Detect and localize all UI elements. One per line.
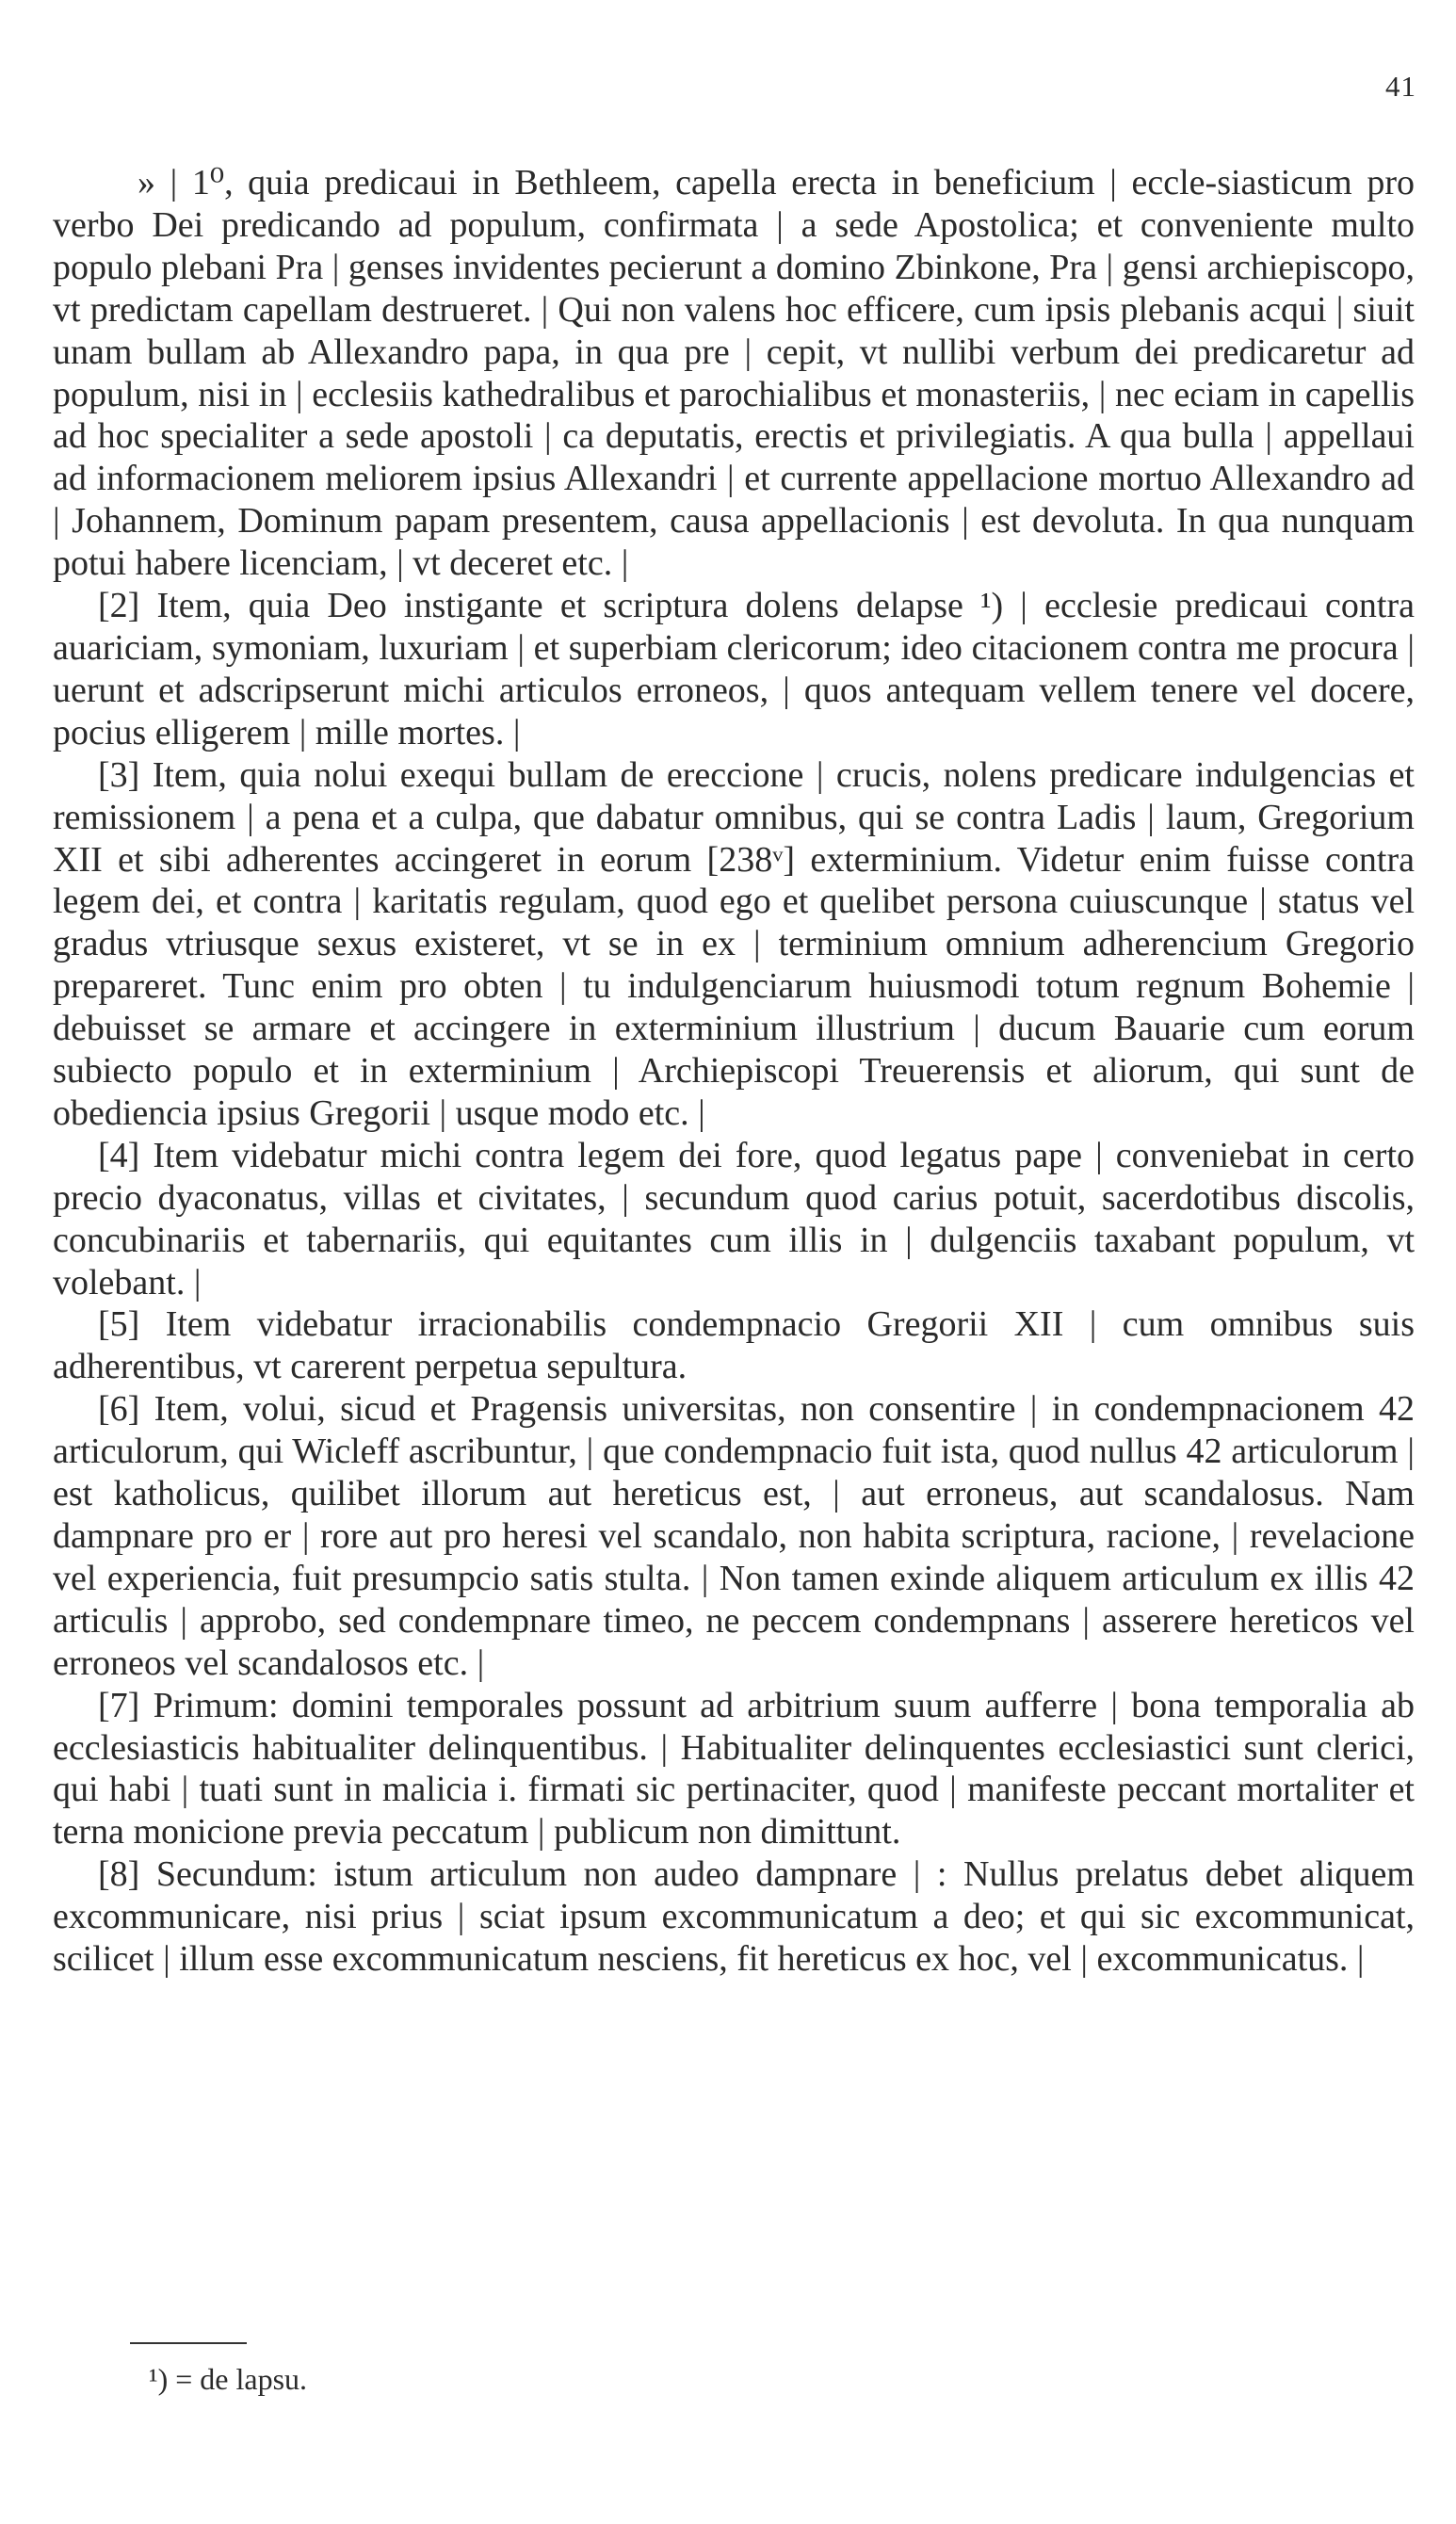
paragraph-2: [2] Item, quia Deo instigante et scriptura dolens delapse ¹) | ecclesie predicaui contra auariciam, symoniam, luxuriam | et superbiam clericorum; ideo citacionem contra me procura | uerunt et adscripserunt michi articulos erroneos, | quos antequam vellem tenere vel docere, pocius elligerem | mille mortes. | (53, 586, 1415, 752)
footnote: ¹) = de lapsu. (149, 2362, 308, 2396)
footnote-divider (130, 2342, 247, 2344)
page-number: 41 (1385, 70, 1416, 103)
paragraph-3: [3] Item, quia nolui exequi bullam de ereccione | crucis, nolens predicare indulgencias et remissionem | a pena et a culpa, que dabatur omnibus, qui se contra Ladis | laum, Gregorium XII et sibi adherentes accingeret in eorum [238ᵛ] exterminium. Videtur enim fuisse contra legem dei, et contra | karitatis regulam, quod ego et quelibet persona cuiuscunque | status vel gradus vtriusque sexus existeret, vt se in ex | terminium omnium adherencium Gregorio prepareret. Tunc enim pro obten | tu indulgenciarum huiusmodi totum regnum Bohemie | debuisset se armare et accingere in exterminium illustrium | ducum Bauarie cum eorum subiecto populo et in exterminium | Archiepiscopi Treuerensis et aliorum, qui sunt de obediencia ipsius Gregorii | usque modo etc. | (53, 754, 1415, 1133)
paragraph-4: [4] Item videbatur michi contra legem dei fore, quod legatus pape | conveniebat in certo precio dyaconatus, villas et civitates, | secundum quod carius potuit, sacerdotibus discolis, concubinariis et tabernariis, qui equitantes cum illis in | dulgenciis taxabant populum, vt volebant. | (53, 1135, 1415, 1302)
body-text (53, 162, 1415, 1981)
paragraph-5: [5] Item videbatur irracionabilis condempnacio Gregorii XII | cum omnibus suis adherentibus, vt carerent perpetua sepultura. (53, 1304, 1415, 1387)
paragraph-7: [7] Primum: domini temporales possunt ad arbitrium suum aufferre | bona temporalia ab ecclesiasticis habitualiter delinquentibus. | Habitualiter delinquentes ecclesiastici sunt clerici, qui habi | tuati sunt in malicia i. firmati sic pertinaciter, quod | manifeste peccant mortaliter et terna monicione previa peccatum | publicum non dimittunt. (53, 1685, 1415, 1853)
paragraph-6: [6] Item, volui, sicud et Pragensis universitas, non consentire | in condempnacionem 42 articulorum, qui Wicleff ascribuntur, | que condempnacio fuit ista, quod nullus 42 articulorum | est katholicus, quilibet illorum aut hereticus est, | aut erroneus, aut scandalosus. Nam dampnare pro er | rore aut pro heresi vel scandalo, non habita scriptura, racione, | revelacione vel experiencia, fuit presumpcio satis stulta. | Non tamen exinde aliquem articulum ex illis 42 articulis | approbo, sed condempnare timeo, ne peccem condempnans | asserere hereticos vel erroneos vel scandalosos etc. | (53, 1389, 1415, 1683)
paragraph-8: [8] Secundum: istum articulum non audeo dampnare | : Nullus prelatus debet aliquem excommunicare, nisi prius | sciat ipsum excommunicatum a deo; et qui sic excommunicat, scilicet | illum esse excommunicatum nesciens, fit hereticus ex hoc, vel | excommunicatus. | (53, 1854, 1415, 1980)
paragraph-1: » | 1⁰, quia predicaui in Bethleem, capella erecta in beneficium | eccle-siasticum pro verbo Dei predicando ad populum, confirmata | a sede Apostolica; et conveniente multo populo plebani Pra | genses invidentes pecierunt a domino Zbinkone, Pra | gensi archiepiscopo, vt predictam capellam destrueret. | Qui non valens hoc efficere, cum ipsis plebanis acqui | siuit unam bullam ab Allexandro papa, in qua pre | cepit, vt nullibi verbum dei predicaretur ad populum, nisi in | ecclesiis kathedralibus et parochialibus et monasteriis, | nec eciam in capellis ad hoc specialiter a sede apostoli | ca deputatis, erectis et privilegiatis. A qua bulla | appellaui ad informacionem meliorem ipsius Allexandri | et currente appellacione mortuo Allexandro ad | Johannem, Dominum papam presentem, causa appellacionis | est devoluta. In qua nunquam potui habere licenciam, | vt deceret etc. | (53, 163, 1415, 584)
